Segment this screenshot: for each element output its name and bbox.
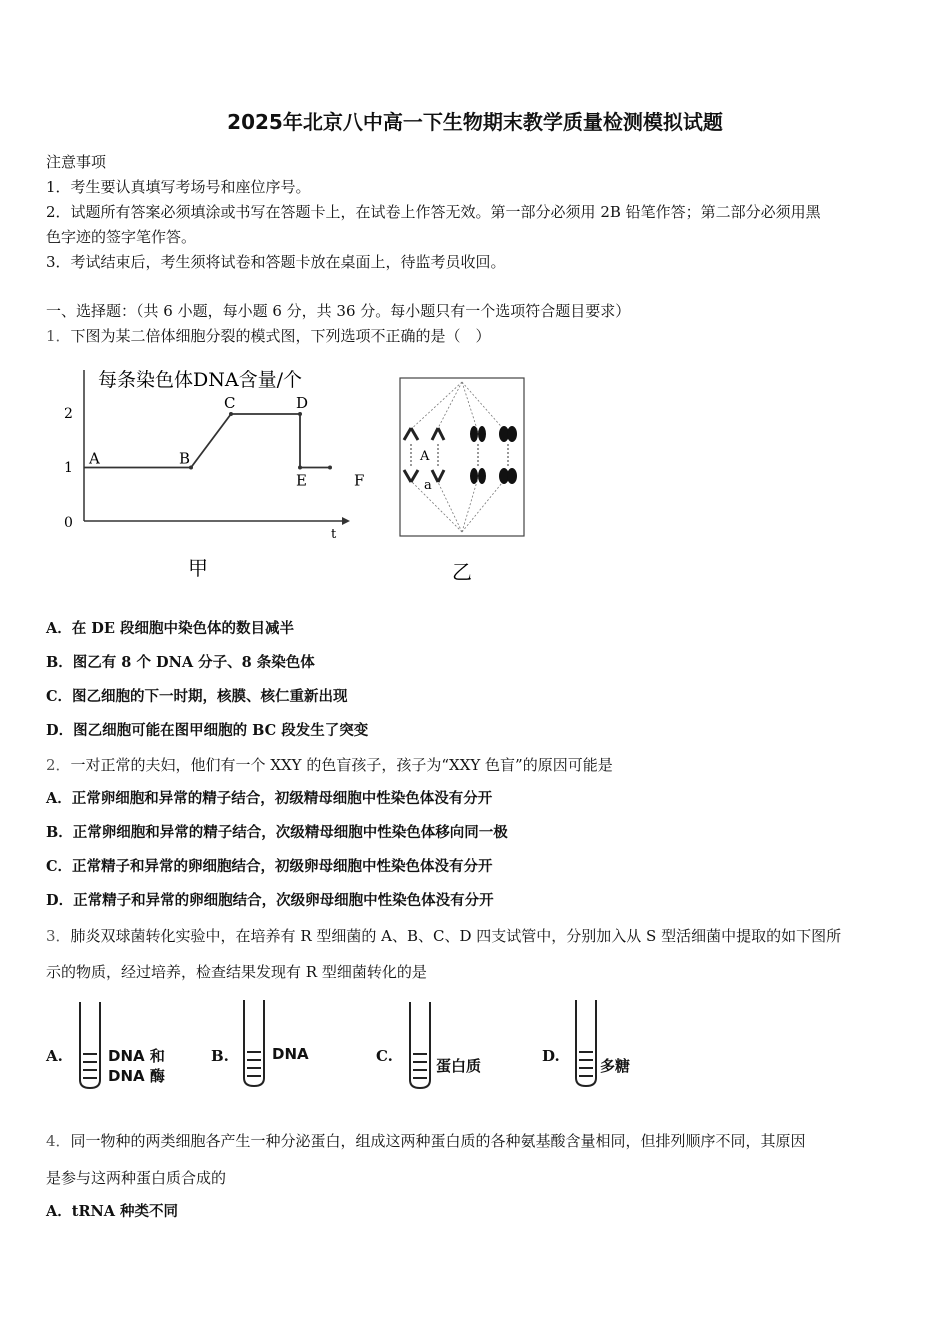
point-label: C [224, 394, 236, 412]
data-point [298, 412, 302, 416]
notice-heading: 注意事项 [46, 153, 107, 171]
point-label: E [296, 471, 307, 490]
tube-options [46, 998, 926, 1098]
option[interactable]: B．正常卵细胞和异常的精子结合，次级精母细胞中性染色体移向同一极 [46, 824, 508, 841]
point-label: A [89, 449, 100, 468]
series-line [84, 414, 330, 468]
allele-label-A: A [420, 449, 430, 464]
data-point [328, 466, 332, 470]
tube-label: 多糖 [600, 1057, 631, 1075]
figure-jia-chart [50, 360, 370, 590]
test-tube-icon [406, 1000, 436, 1092]
notice-item: 2．试题所有答案必须填涂或书写在答题卡上，在试卷上作答无效。第一部分必须用 2B 铅笔作答；第二部分必须用黑 [46, 203, 821, 221]
allele-label-a: a [424, 478, 432, 493]
option-letter[interactable]: D. [542, 1047, 560, 1065]
figure-yi-cell [396, 374, 531, 584]
question-number: 1． [46, 327, 71, 345]
notice-item: 色字迹的签字笔作答。 [46, 228, 197, 246]
x-axis-end-label: t [331, 527, 337, 542]
data-point [229, 412, 233, 416]
question-text: 肺炎双球菌转化实验中，在培养有 R 型细菌的 A、B、C、D 四支试管中，分别加入从 S 型活细菌中提取的如下图所 [70, 927, 842, 945]
point-label: F [354, 471, 365, 490]
notice-item: 3．考试结束后，考生须将试卷和答题卡放在桌面上，待监考员收回。 [46, 253, 506, 271]
y-tick-label: 2 [64, 406, 73, 422]
notice-item: 1．考生要认真填写考场号和座位序号。 [46, 178, 311, 196]
cell-frame [400, 378, 524, 536]
data-point [298, 466, 302, 470]
option[interactable]: C．图乙细胞的下一时期，核膜、核仁重新出现 [46, 688, 348, 705]
question-1-stem [46, 326, 491, 346]
question-4-stem [46, 1131, 806, 1151]
figure-caption: 甲 [188, 556, 208, 580]
section-heading: 一、选择题：（共 6 小题，每小题 6 分，共 36 分。每小题只有一个选项符合题目要求） [46, 302, 631, 320]
tube-label: DNA 和 [108, 1047, 165, 1065]
option[interactable]: C．正常精子和异常的卵细胞结合，初级卵母细胞中性染色体没有分开 [46, 858, 493, 875]
question-text: 同一物种的两类细胞各产生一种分泌蛋白，组成这两种蛋白质的各种氨基酸含量相同，但排列顺序不同，其原因 [70, 1132, 806, 1150]
chart-ylabel: 每条染色体DNA含量/个 [98, 369, 302, 391]
question-4-stem-cont: 是参与这两种蛋白质合成的 [46, 1169, 227, 1187]
option[interactable]: D．正常精子和异常的卵细胞结合，次级卵母细胞中性染色体没有分开 [46, 892, 494, 909]
option-letter[interactable]: B. [211, 1047, 229, 1065]
option[interactable]: A．正常卵细胞和异常的精子结合，初级精母细胞中性染色体没有分开 [46, 790, 493, 807]
question-number: 3． [46, 927, 71, 945]
y-tick-label: 1 [64, 460, 73, 476]
figure-caption: 乙 [452, 560, 472, 584]
point-label: D [296, 394, 309, 412]
point-label: B [179, 449, 191, 468]
test-tube-icon [572, 998, 602, 1090]
question-text: 一对正常的夫妇，他们有一个 XXY 的色盲孩子，孩子为“XXY 色盲”的原因可能是 [70, 756, 613, 774]
page-title: 2025年北京八中高一下生物期末教学质量检测模拟试题 [227, 110, 723, 134]
test-tube-icon [240, 998, 270, 1090]
option[interactable]: A．在 DE 段细胞中染色体的数目减半 [46, 620, 294, 637]
question-3-stem [46, 926, 841, 946]
question-3-stem-cont: 示的物质，经过培养，检查结果发现有 R 型细菌转化的是 [46, 963, 427, 981]
y-tick-label: 0 [64, 515, 73, 531]
option[interactable]: B．图乙有 8 个 DNA 分子、8 条染色体 [46, 654, 315, 671]
tube-label: 蛋白质 [436, 1057, 482, 1075]
tube-label: DNA 酶 [108, 1067, 165, 1085]
tube-label: DNA [272, 1045, 309, 1063]
option-letter[interactable]: A. [46, 1047, 63, 1065]
test-tube-icon [76, 1000, 106, 1092]
question-2-stem [46, 755, 613, 775]
x-axis-arrow [342, 517, 350, 525]
option[interactable]: D．图乙细胞可能在图甲细胞的 BC 段发生了突变 [46, 722, 369, 739]
option-letter[interactable]: C. [376, 1047, 393, 1065]
question-number: 4． [46, 1132, 71, 1150]
question-text: 下图为某二倍体细胞分裂的模式图，下列选项不正确的是（ ） [70, 327, 491, 345]
option[interactable]: A．tRNA 种类不同 [46, 1203, 179, 1220]
question-number: 2． [46, 756, 71, 774]
